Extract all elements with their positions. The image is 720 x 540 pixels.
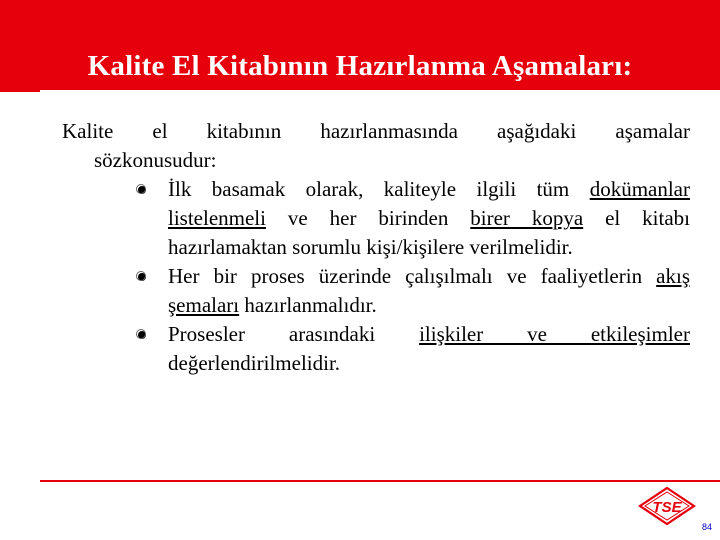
bullet-list bbox=[62, 175, 690, 378]
intro-paragraph bbox=[62, 117, 690, 175]
tse-logo-icon bbox=[636, 486, 698, 526]
logo-text: TSE bbox=[652, 499, 682, 516]
footer-divider bbox=[40, 480, 720, 482]
bullet-text: el kitabı hazırlamaktan sorumlu kişi/kişilere verilmelidir. bbox=[168, 206, 690, 259]
intro-word: aşamalar bbox=[615, 119, 690, 143]
underlined-text: akış şemaları bbox=[168, 264, 690, 317]
intro-line-2: sözkonusudur: bbox=[94, 148, 217, 172]
underlined-text: dokümanlar listelenmeli bbox=[168, 177, 690, 230]
slide-title: Kalite El Kitabının Hazırlanma Aşamaları: bbox=[87, 50, 633, 82]
bullet-item bbox=[62, 320, 690, 378]
intro-word: aşağıdaki bbox=[497, 119, 577, 143]
slide-body bbox=[62, 117, 690, 378]
bullet-dot-icon bbox=[138, 186, 146, 194]
title-divider bbox=[40, 90, 720, 92]
bullet-text: değerlendirilmelidir. bbox=[168, 351, 341, 375]
bullet-item bbox=[62, 262, 690, 320]
intro-word: kitabının bbox=[206, 119, 282, 143]
bullet-dot-icon bbox=[138, 331, 146, 339]
bullet-text: İlk basamak olarak, kaliteyle ilgili tüm bbox=[168, 177, 590, 201]
intro-word: hazırlanmasında bbox=[320, 119, 458, 143]
intro-word: Kalite bbox=[62, 119, 114, 143]
bullet-text: hazırlanmalıdır. bbox=[239, 293, 377, 317]
underlined-text: birer kopya bbox=[470, 206, 584, 230]
intro-word: el bbox=[152, 119, 168, 143]
underlined-text: ilişkiler ve etkileşimler bbox=[419, 322, 690, 346]
bullet-item bbox=[62, 175, 690, 262]
page-number: 84 bbox=[702, 522, 713, 532]
bullet-text: Her bir proses üzerinde çalışılmalı ve faaliyetlerin bbox=[168, 264, 657, 288]
bullet-text: ve her birinden bbox=[265, 206, 471, 230]
bullet-text: Prosesler arasındaki bbox=[168, 322, 420, 346]
intro-line-1 bbox=[62, 117, 690, 146]
bullet-dot-icon bbox=[138, 273, 146, 281]
